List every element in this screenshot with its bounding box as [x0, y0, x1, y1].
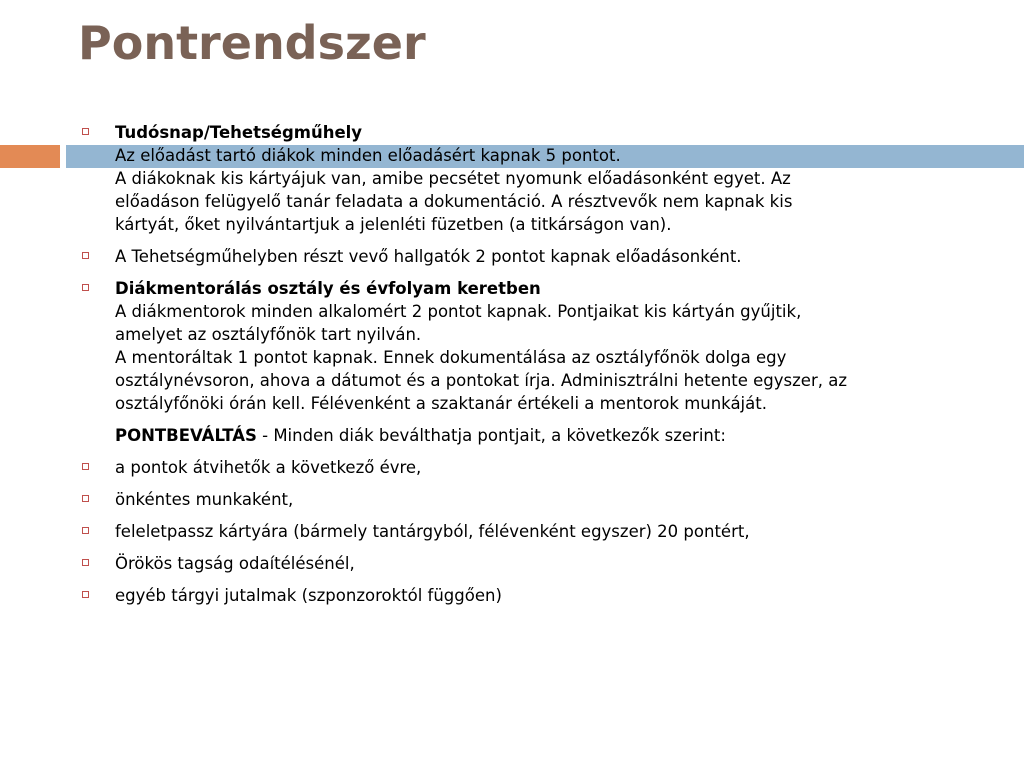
item-line: A mentoráltak 1 pontot kapnak. Ennek dokumentálása az osztályfőnök dolga egy	[115, 348, 787, 367]
square-bullet-icon	[82, 463, 89, 470]
list-item	[82, 520, 982, 543]
item-heading: Tudósnap/Tehetségműhely	[115, 123, 363, 142]
redemption-text: - Minden diák beválthatja pontjait, a következők szerint:	[256, 426, 726, 445]
square-bullet-icon	[82, 559, 89, 566]
square-bullet-icon	[82, 252, 89, 259]
square-bullet-icon	[82, 284, 89, 291]
redemption-label: PONTBEVÁLTÁS	[115, 426, 257, 445]
item-line: amelyet az osztályfőnök tart nyilván.	[115, 325, 422, 344]
option-text: feleletpassz kártyára (bármely tantárgyból, félévenként egyszer) 20 pontért,	[115, 522, 750, 541]
item-line: A diákoknak kis kártyájuk van, amibe pecsétet nyomunk előadásonként egyet. Az	[115, 169, 791, 188]
item-heading: Diákmentorálás osztály és évfolyam keretben	[115, 279, 541, 298]
square-bullet-icon	[82, 495, 89, 502]
item-line: kártyát, őket nyilvántartjuk a jelenléti füzetben (a titkárságon van).	[115, 215, 672, 234]
square-bullet-icon	[82, 591, 89, 598]
slide-title: Pontrendszer	[78, 16, 426, 70]
list-item	[82, 245, 982, 268]
item-line: osztálynévsoron, ahova a dátumot és a pontokat írja. Adminisztrálni hetente egyszer, az	[115, 371, 847, 390]
option-text: a pontok átvihetők a következő évre,	[115, 458, 422, 477]
option-text: Örökös tagság odaítélésénél,	[115, 554, 355, 573]
square-bullet-icon	[82, 128, 89, 135]
item-line: Az előadást tartó diákok minden előadásért kapnak 5 pontot.	[115, 146, 621, 165]
option-text: önkéntes munkaként,	[115, 490, 294, 509]
list-item	[82, 552, 982, 575]
option-text: egyéb tárgyi jutalmak (szponzoroktól függően)	[115, 586, 502, 605]
redemption-paragraph	[82, 424, 982, 447]
list-item	[82, 121, 982, 236]
item-line: előadáson felügyelő tanár feladata a dokumentáció. A résztvevők nem kapnak kis	[115, 192, 793, 211]
item-line: A diákmentorok minden alkalomért 2 pontot kapnak. Pontjaikat kis kártyán gyűjtik,	[115, 302, 802, 321]
list-item	[82, 277, 982, 415]
square-bullet-icon	[82, 527, 89, 534]
list-item	[82, 584, 982, 607]
slide-content	[82, 121, 982, 616]
item-line: osztályfőnöki órán kell. Félévenként a szaktanár értékeli a mentorok munkáját.	[115, 394, 767, 413]
accent-bar-orange	[0, 145, 60, 168]
list-item	[82, 488, 982, 511]
item-text: A Tehetségműhelyben részt vevő hallgatók 2 pontot kapnak előadásonként.	[115, 247, 742, 266]
list-item	[82, 456, 982, 479]
